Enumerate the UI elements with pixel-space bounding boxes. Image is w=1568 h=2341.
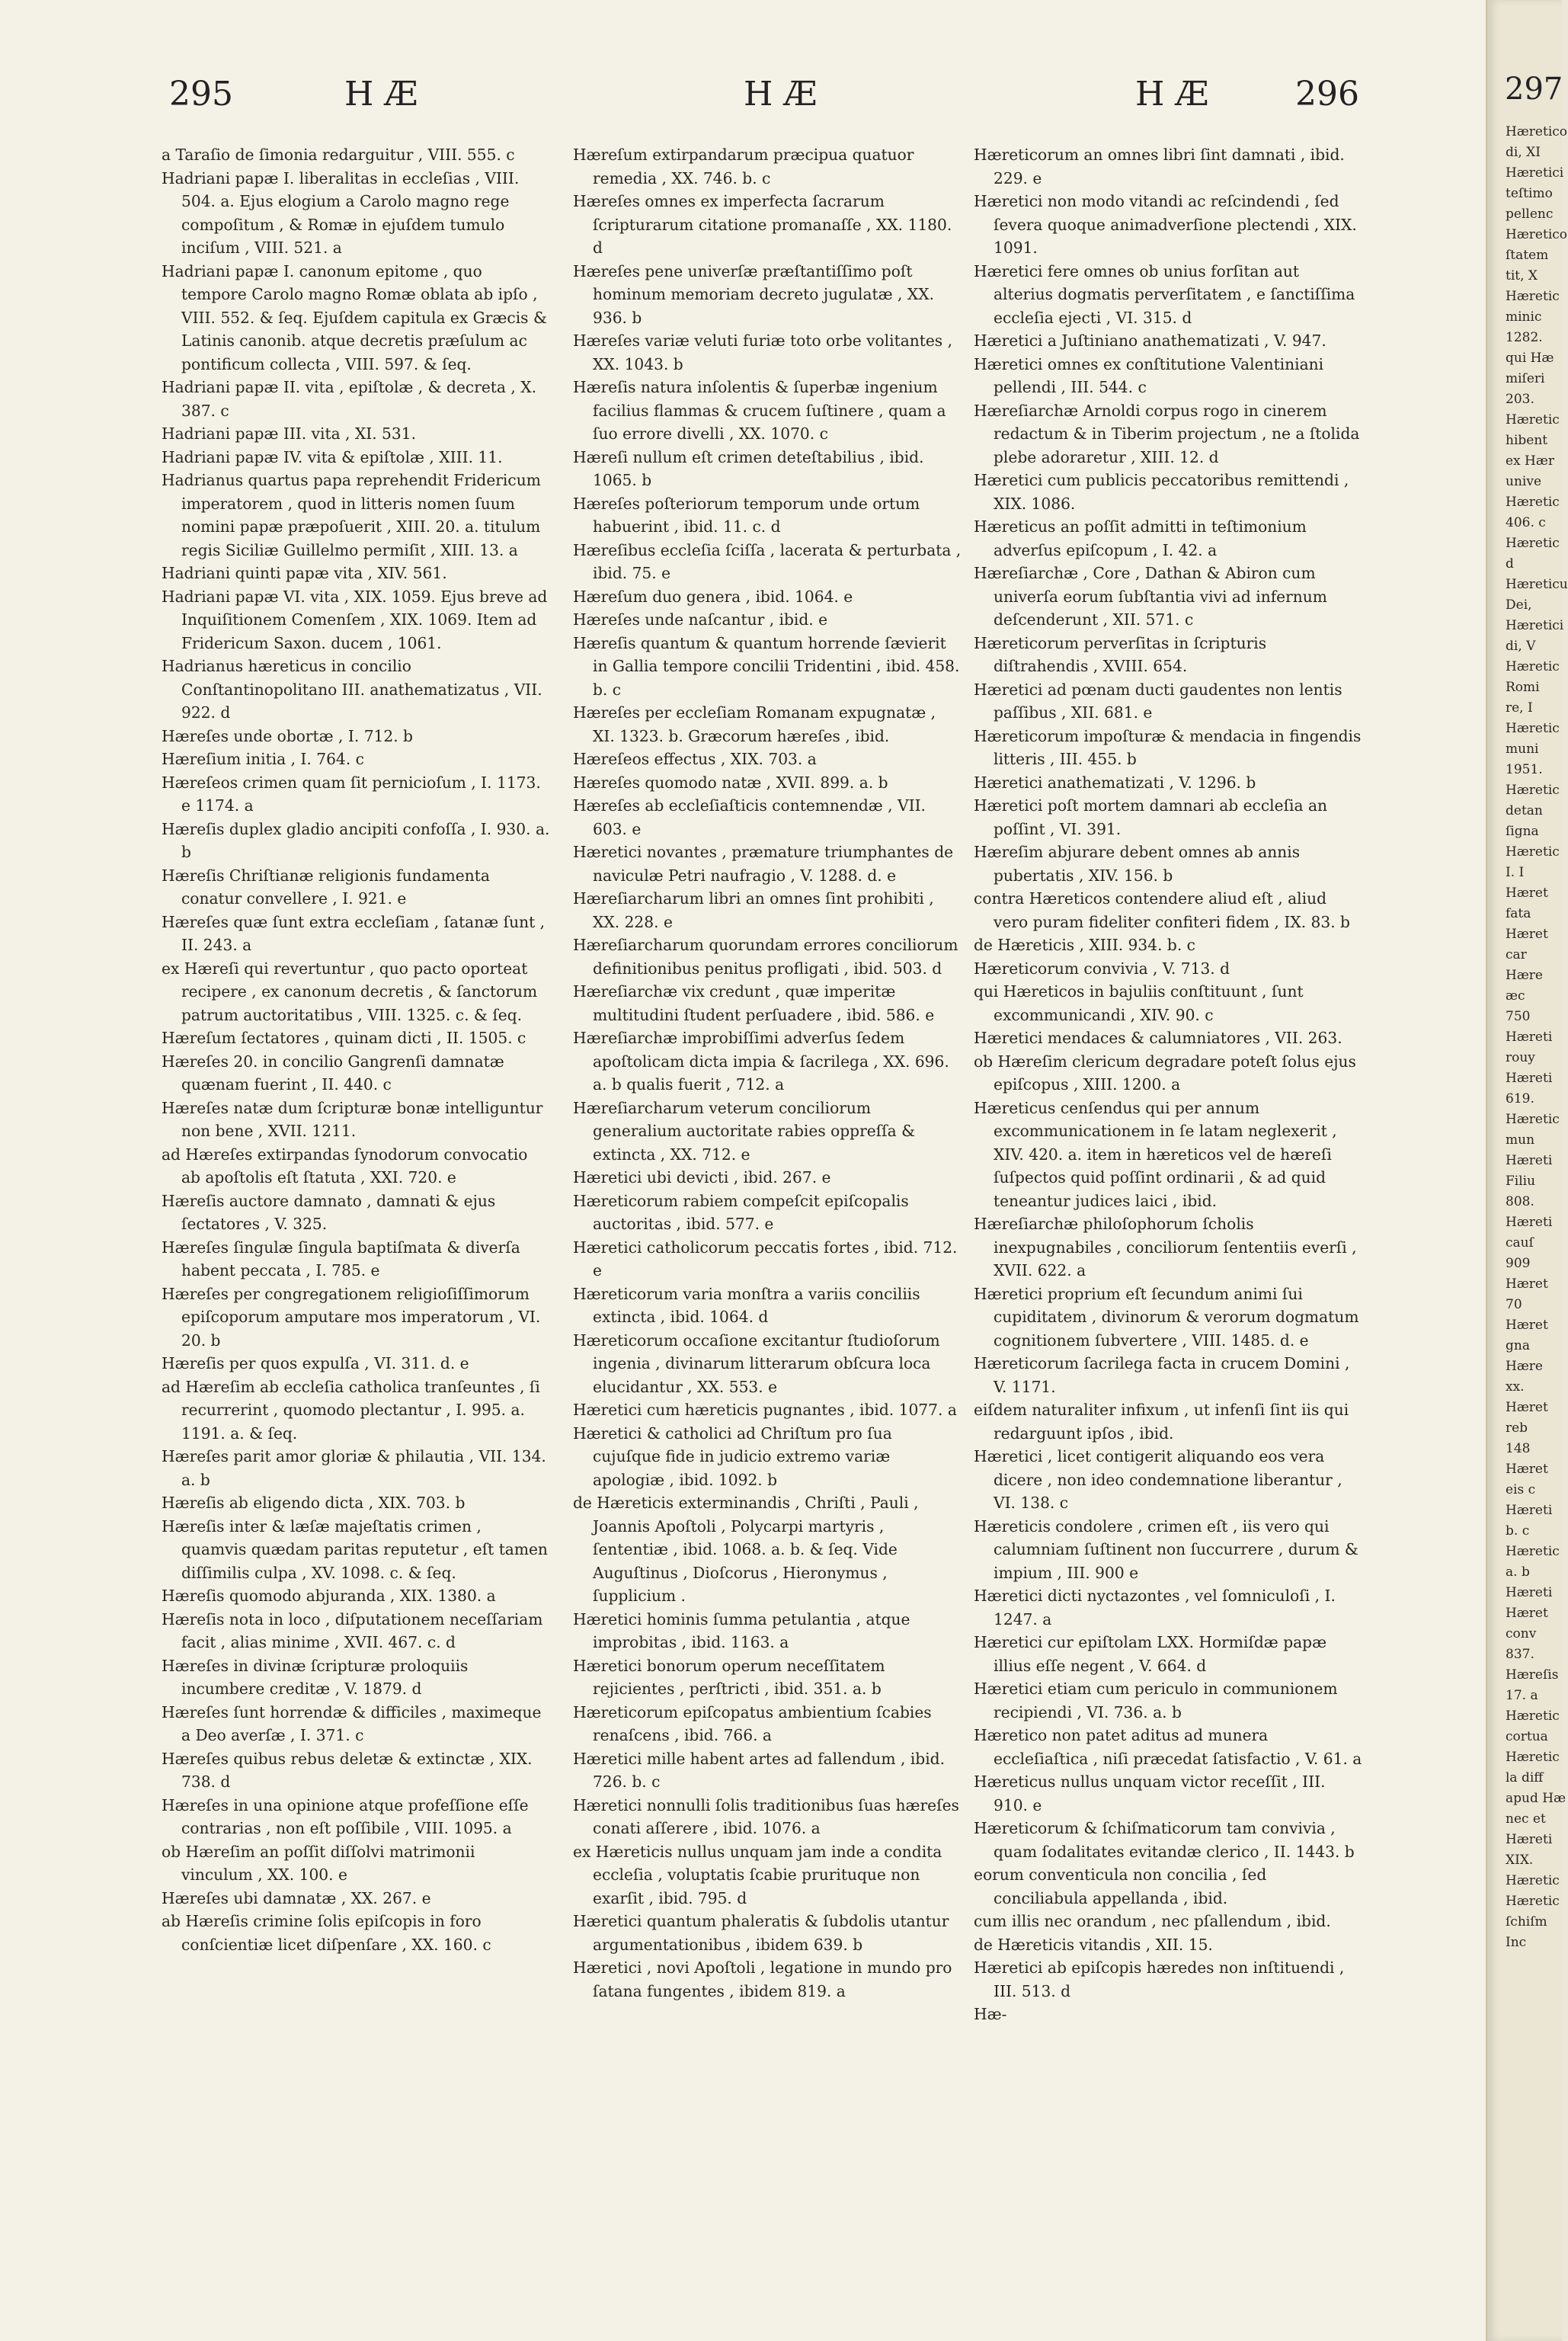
index-entry: Hæretici mendaces & calumniatores , VII. 263.	[974, 1029, 1342, 1047]
index-entry: Hæreſis quantum & quantum horrende ſævierit in Gallia tempore concilii Tridentini , ibid. 458. b. c	[573, 633, 960, 699]
next-page-fragment: æc	[1506, 988, 1525, 1004]
running-head-right: H Æ	[1135, 75, 1209, 114]
next-page-fragment: tit, X	[1506, 268, 1538, 283]
next-page-fragment: qui Hæ	[1506, 351, 1554, 366]
index-entry: Hæretici , licet contigerit aliquando eos vera dicere , non ideo condemnatione liberantur , VI. 138. c	[974, 1447, 1342, 1512]
index-column-3	[974, 143, 1362, 2026]
index-entry: Hæretici non modo vitandi ac reſcindendi , ſed ſevera quoque animadverſione plectendi , XIX. 1091.	[974, 192, 1357, 257]
index-entry: Hæretici & catholici ad Chriſtum pro ſua cujuſque fide in judicio extremo variæ apologiæ , ibid. 1092. b	[573, 1423, 892, 1489]
index-entry: Hadrianus quartus papa reprehendit Fridericum imperatorem , quod in litteris nomen ſuum nomini papæ præpoſuerit , XIII. 20. a. titulum regis Siciliæ Guillelmo permiſit , XIII. 13. a	[162, 471, 541, 559]
next-page-fragment: Hæreſis	[1506, 1667, 1559, 1683]
next-page-fragment: Hæretic	[1506, 783, 1560, 798]
index-entry: Hæretici mille habent artes ad fallendum , ibid. 726. b. c	[573, 1749, 945, 1791]
index-entry: Hæreſes variæ veluti furiæ toto orbe volitantes , XX. 1043. b	[573, 331, 952, 373]
index-entry: Hæretici bonorum operum neceſſitatem rejicientes , perſtricti , ibid. 351. a. b	[573, 1656, 885, 1698]
index-entry: de Hæreticis vitandis , XII. 15.	[974, 1935, 1213, 1954]
next-page-fragment: rouy	[1506, 1050, 1535, 1065]
index-entry: Hæretici catholicorum peccatis fortes , ibid. 712. e	[573, 1238, 958, 1279]
next-page-fragment: Hæretic	[1506, 536, 1560, 551]
index-entry: Hæreſes 20. in concilio Gangrenſi damnatæ quænam fuerint , II. 440. c	[162, 1052, 504, 1094]
next-page-fragment: Hæretic	[1506, 1873, 1560, 1888]
index-entry: Hæreſiarchæ improbiſſimi adverſus ſedem apoſtolicam dicta impia & ſacrilega , XX. 696. a. b qualis fuerit , 712. a	[573, 1029, 949, 1094]
index-entry: Hæreſis quomodo abjuranda , XIX. 1380. a	[162, 1587, 496, 1605]
index-entry: Hæreticorum epiſcopatus ambientium ſcabies renaſcens , ibid. 766. a	[573, 1702, 932, 1744]
next-page-fragment: ſtatem	[1506, 248, 1549, 263]
index-entry: Hæretico non patet aditus ad munera eccleſiaſtica , niſi præcedat ſatisfactio , V. 61. a	[974, 1726, 1362, 1768]
index-entry: Hæretici cum publicis peccatoribus remittendi , XIX. 1086.	[974, 471, 1349, 513]
index-entry: Hæreſis Chriſtianæ religionis fundamenta conatur convellere , I. 921. e	[162, 866, 490, 908]
next-page-fragment: re, I	[1506, 700, 1533, 716]
index-entry: Hæreſis nota in loco , diſputationem neceſſariam facit , alias minime , XVII. 467. c. d	[162, 1609, 543, 1651]
index-entry: Hæreticus nullus unquam victor receſſit , III. 910. e	[974, 1773, 1326, 1814]
index-entry: Hæreticorum convivia , V. 713. d	[974, 959, 1230, 978]
next-page-fragment: xx.	[1506, 1379, 1525, 1395]
next-page-fragment: Hæreti	[1506, 1215, 1553, 1230]
next-page-fragment: 70	[1506, 1297, 1522, 1312]
index-entry: Hæreſes ſunt horrendæ & difficiles , maximeque a Deo averſæ , I. 371. c	[162, 1702, 542, 1744]
index-entry: Hæreſis per quos expulſa , VI. 311. d. e	[162, 1354, 469, 1372]
index-entry: Hæreſiarcharum veterum conciliorum generalium auctoritate rabies oppreſſa & extincta , XX. 712. e	[573, 1098, 916, 1164]
index-entry: Hæreſes quibus rebus deletæ & extinctæ , XIX. 738. d	[162, 1749, 533, 1791]
next-page-fragment: conv	[1506, 1626, 1537, 1641]
next-page-fragment: 203.	[1506, 392, 1534, 407]
next-page-fragment: 619.	[1506, 1091, 1534, 1106]
index-entry: Hæreticus cenſendus qui per annum excommunicationem in ſe latam neglexerit , XIV. 420. a. item in hæreticos vel de hæreſi ſuſpectos quid poſſint ordinarii , & ad quid teneantur judices laici , ibid.	[974, 1098, 1337, 1210]
index-entry: ob Hæreſim an poſſit diſſolvi matrimonii vinculum , XX. 100. e	[162, 1842, 475, 1884]
index-entry: Hæreticus an poſſit admitti in teſtimonium adverſus epiſcopum , I. 42. a	[974, 517, 1307, 559]
index-entry: Hadriani quinti papæ vita , XIV. 561.	[162, 564, 447, 582]
index-entry: Hadriani papæ IV. vita & epiſtolæ , XIII. 11.	[162, 447, 503, 466]
next-page-fragment: Hære	[1506, 1359, 1543, 1374]
next-page-fragment: Hæret	[1506, 1606, 1548, 1621]
index-entry: Hæreſiarcharum libri an omnes ſint prohibiti , XX. 228. e	[573, 889, 934, 931]
next-page-fragment: Hæret	[1506, 1462, 1548, 1477]
next-page-fragment: Hæret	[1506, 1276, 1548, 1292]
next-page-fragment: Hæretic	[1506, 412, 1560, 428]
next-page-fragment: Hæretic	[1506, 1894, 1560, 1909]
index-entry: Hæretici hominis ſumma petulantia , atque improbitas , ibid. 1163. a	[573, 1609, 910, 1651]
next-page-fragment: Hæretico	[1506, 124, 1568, 139]
index-entry: Hæreſes in una opinione atque profeſſione eſſe contrarias , non eſt poſſibile , VIII. 1095. a	[162, 1795, 529, 1837]
next-page-fragment: mun	[1506, 1132, 1535, 1148]
next-page-fragment: b. c	[1506, 1523, 1530, 1539]
index-entry: Hæreſes natæ dum ſcripturæ bonæ intelliguntur non bene , XVII. 1211.	[162, 1098, 543, 1140]
index-entry: Hæreſes pene univerſæ præſtantiſſimo poſt hominum memoriam decreto jugulatæ , XX. 936. b	[573, 261, 935, 327]
index-entry: Hæretici , novi Apoſtoli , legatione in mundo pro ſatana fungentes , ibidem 819. a	[573, 1958, 952, 2000]
next-page-fragment: ex Hær	[1506, 453, 1554, 469]
index-entry: Hæretici cum hæreticis pugnantes , ibid. 1077. a	[573, 1401, 957, 1419]
next-page-fragment: Hæretic	[1506, 721, 1560, 736]
index-entry: de Hæreticis , XIII. 934. b. c	[974, 936, 1195, 954]
next-page-fragment: 1951.	[1506, 762, 1543, 777]
next-page-fragment: eis c	[1506, 1482, 1536, 1497]
index-entry: Hæreſum ſectatores , quinam dicti , II. 1505. c	[162, 1029, 526, 1047]
next-page-fragment: minic	[1506, 309, 1542, 325]
next-page-fragment: Hæret	[1506, 1400, 1548, 1415]
next-page-fragment: unive	[1506, 474, 1541, 489]
next-page-fragment: 1282.	[1506, 330, 1543, 345]
next-page-fragment: gna	[1506, 1338, 1530, 1353]
next-page-fragment: di, V	[1506, 639, 1536, 654]
index-entry: Hæreſi nullum eſt crimen deteſtabilius , ibid. 1065. b	[573, 447, 924, 489]
next-page-fragment: 837.	[1506, 1647, 1534, 1662]
next-page-fragment: detan	[1506, 803, 1543, 818]
index-entry: Hæreſeos crimen quam ſit pernicioſum , I. 1173. e 1174. a	[162, 773, 541, 815]
index-entry: Hæreſes quæ ſunt extra eccleſiam , ſatanæ ſunt , II. 243. a	[162, 912, 546, 954]
index-entry: Hæreſeos effectus , XIX. 703. a	[573, 750, 817, 768]
index-entry: ex Hæreſi qui revertuntur , quo pacto oporteat recipere , ex canonum decretis , & ſanctorum patrum auctoritatibus , VIII. 1325. c. & ſeq.	[162, 959, 538, 1024]
index-entry: Hæreſes in divinæ ſcripturæ proloquiis incumbere creditæ , V. 1879. d	[162, 1656, 469, 1698]
index-entry: Hæreſis auctore damnato , damnati & ejus ſectatores , V. 325.	[162, 1191, 496, 1233]
index-entry: Hæretici fere omnes ob unius forſitan aut alterius dogmatis perverſitatem , e ſanctiſſima eccleſia ejecti , VI. 315. d	[974, 261, 1355, 327]
index-entry: Hæretici poſt mortem damnari ab eccleſia an poſſint , VI. 391.	[974, 796, 1327, 838]
index-entry: Hæreſes quomodo natæ , XVII. 899. a. b	[573, 773, 888, 792]
index-entry: Hæreticis condolere , crimen eſt , iis vero qui calumniam ſuſtinent non ſuccurrere , durum & impium , III. 900 e	[974, 1516, 1358, 1582]
next-page-fragment: di, XI	[1506, 145, 1541, 160]
page-number-left: 295	[169, 75, 233, 114]
index-entry: Hæreſum duo genera , ibid. 1064. e	[573, 587, 853, 606]
index-column-2	[573, 143, 962, 2003]
index-entry: Hæretici etiam cum periculo in communionem recipiendi , VI. 736. a. b	[974, 1680, 1338, 1721]
running-head-left: H Æ	[344, 75, 418, 114]
next-page-number: 297	[1505, 72, 1563, 107]
next-page-fragment: Hæretic	[1506, 1112, 1560, 1127]
index-entry: Hæreticorum impoſturæ & mendacia in fingendis litteris , III. 455. b	[974, 726, 1362, 768]
index-entry: Hæretici omnes ex conſtitutione Valentiniani pellendi , III. 544. c	[974, 354, 1324, 396]
index-entry: Hæreſiarchæ Arnoldi corpus rogo in cinerem redactum & in Tiberim projectum , ne a ſtolida plebe adoraretur , XIII. 12. d	[974, 401, 1360, 466]
next-page-fragment: d	[1506, 556, 1514, 572]
index-entry: qui Hæreticos in bajuliis conſtituunt , ſunt excommunicandi , XIV. 90. c	[974, 982, 1304, 1024]
next-page-fragment: Hæretic	[1506, 1750, 1560, 1765]
index-entry: Hæreſim abjurare debent omnes ab annis pubertatis , XIV. 156. b	[974, 843, 1301, 885]
next-page-fragment: Hæretic	[1506, 1709, 1560, 1724]
index-entry: Hadriani papæ I. liberalitas in eccleſias , VIII. 504. a. Ejus elogium a Carolo magno rege compoſitum , & Romæ in ejuſdem tumulo inciſum , VIII. 521. a	[162, 168, 520, 257]
next-page-fragment: Hæretic	[1506, 844, 1560, 860]
next-page-fragment: Hæreti	[1506, 1030, 1553, 1045]
index-entry: Hæreſis inter & læſæ majeſtatis crimen , quamvis quædam paritas reputetur , eſt tamen diſſimilis culpa , XV. 1098. c. & ſeq.	[162, 1516, 548, 1582]
index-entry: de Hæreticis exterminandis , Chriſti , Pauli , Joannis Apoſtoli , Polycarpi martyris , ſententiæ , ibid. 1068. a. b. & ſeq. Vide Auguſtinus , Dioſcorus , Hieronymus , ſupplicium .	[573, 1494, 919, 1605]
index-entry: cum illis nec orandum , nec pſallendum , ibid.	[974, 1912, 1331, 1930]
index-entry: Hæreſiarchæ vix credunt , quæ imperitæ multitudini ſtudent perſuadere , ibid. 586. e	[573, 982, 935, 1024]
index-entry: a Taraſio de ſimonia redarguitur , VIII. 555. c	[162, 146, 515, 164]
next-page-fragment: cauſ	[1506, 1235, 1534, 1251]
index-entry: eiſdem naturaliter infixum , ut infenſi ſint iis qui redarguunt ipſos , ibid.	[974, 1401, 1349, 1443]
index-entry: Hæreticorum rabiem compeſcit epiſcopalis auctoritas , ibid. 577. e	[573, 1191, 909, 1233]
next-page-fragment: Hæreti	[1506, 1071, 1553, 1086]
next-page-fragment: Inc	[1506, 1935, 1527, 1950]
next-page-fragment: Hæreti	[1506, 1503, 1553, 1518]
index-entry: Hæreſibus eccleſia ſciſſa , lacerata & perturbata , ibid. 75. e	[573, 540, 962, 582]
index-entry: Hæretici quantum phaleratis & ſubdolis utantur argumentationibus , ibidem 639. b	[573, 1912, 949, 1954]
index-entry: Hæreſis natura inſolentis & ſuperbæ ingenium facilius flammas & crucem ſuſtinere , quam a ſuo errore divelli , XX. 1070. c	[573, 378, 946, 443]
index-entry: Hæreſes parit amor gloriæ & philautia , VII. 134. a. b	[162, 1447, 546, 1489]
next-page-fragment: pellenc	[1506, 207, 1554, 222]
index-entry: Hæreſes per eccleſiam Romanam expugnatæ , XI. 1323. b. Græcorum hæreſes , ibid.	[573, 703, 936, 745]
next-page-fragment: la diff	[1506, 1770, 1544, 1785]
index-column-1	[162, 143, 550, 1956]
index-entry: Hæreticorum occaſione excitantur ſtudioſorum ingenia , divinarum litterarum obſcura loca elucidantur , XX. 553. e	[573, 1331, 940, 1396]
index-entry: Hæreſis duplex gladio ancipiti confoſſa , I. 930. a. b	[162, 819, 550, 861]
next-page-fragment: Hæreti	[1506, 1585, 1553, 1600]
next-page-fragment: apud Hæ	[1506, 1791, 1566, 1806]
next-page-fragment: Hæreti	[1506, 1832, 1553, 1847]
index-entry: Hæreſiarchæ philoſophorum ſcholis inexpugnabiles , conciliorum ſententiis everſi , XVII. 622. a	[974, 1215, 1357, 1279]
next-page-fragment: a. b	[1506, 1564, 1530, 1580]
next-page-fragment: Romi	[1506, 680, 1540, 695]
index-entry: Hæretici cur epiſtolam LXX. Hormiſdæ papæ illius eſſe negent , V. 664. d	[974, 1633, 1327, 1675]
next-page-fragment: Hæret	[1506, 885, 1548, 901]
next-page-fragment: teſtimo	[1506, 186, 1553, 201]
running-head-center: H Æ	[744, 75, 818, 114]
index-entry: Hæreſes omnes ex imperfecta ſacrarum ſcripturarum citatione promanaſſe , XX. 1180. d	[573, 192, 952, 257]
next-page-fragment: Filiu	[1506, 1174, 1536, 1189]
next-page-fragment: muni	[1506, 741, 1539, 757]
index-entry: Hæretici dicti nyctazontes , vel ſomniculoſi , I. 1247. a	[974, 1587, 1336, 1628]
index-entry: Hæ-	[974, 2005, 1007, 2023]
index-entry: Hæreſium initia , I. 764. c	[162, 750, 364, 768]
index-entry: ob Hæreſim clericum degradare poteſt ſolus ejus epiſcopus , XIII. 1200. a	[974, 1052, 1356, 1094]
index-entry: Hæreſis ab eligendo dicta , XIX. 703. b	[162, 1494, 466, 1512]
next-page-fragment: fata	[1506, 906, 1531, 921]
next-page-fragment: Hæretic	[1506, 495, 1560, 510]
index-entry: Hæreſes poſteriorum temporum unde ortum habuerint , ibid. 11. c. d	[573, 494, 920, 536]
next-page-fragment: Hæretic	[1506, 289, 1560, 304]
next-page-fragment: car	[1506, 947, 1527, 962]
index-entry: Hæretici ab epiſcopis hæredes non inſtituendi , III. 513. d	[974, 1958, 1345, 2000]
index-entry: Hæreticorum & ſchiſmaticorum tam convivia , quam ſodalitates evitandæ clerico , II. 1443. b	[974, 1819, 1355, 1861]
next-page-fragment: Hæret	[1506, 927, 1548, 942]
index-entry: ex Hæreticis nullus unquam jam inde a condita eccleſia , voluptatis ſcabie prurituque non exarſit , ibid. 795. d	[573, 1842, 942, 1907]
index-entry: Hæreticorum ſacrilega facta in crucem Domini , V. 1171.	[974, 1354, 1350, 1396]
next-page-fragment: miſeri	[1506, 371, 1545, 386]
next-page-fragment: ſigna	[1506, 824, 1539, 839]
index-entry: Hæretici nonnulli ſolis traditionibus ſuas hæreſes conati aſſerere , ibid. 1076. a	[573, 1795, 959, 1837]
next-page-fragment: 406. c	[1506, 515, 1546, 530]
index-entry: Hæretici ad pœnam ducti gaudentes non lentis paſſibus , XII. 681. e	[974, 680, 1342, 722]
next-page-fragment: nec et	[1506, 1811, 1546, 1827]
index-entry: ad Hæreſim ab eccleſia catholica tranſeuntes , ſi recurrerint , quomodo plectantur , I. 995. a. 1191. a. & ſeq.	[162, 1377, 540, 1443]
index-entry: eorum conventicula non concilia , ſed conciliabula appellanda , ibid.	[974, 1865, 1267, 1907]
index-entry: Hæreſum extirpandarum præcipua quatuor remedia , XX. 746. b. c	[573, 146, 914, 187]
next-page-fragment: XIX.	[1506, 1853, 1534, 1868]
index-entry: Hæreſes per congregationem religioſiſſimorum epiſcoporum amputare mos imperatorum , VI. 20. b	[162, 1284, 541, 1350]
index-entry: Hæretici proprium eſt ſecundum animi ſui cupiditatem , divinorum & verorum dogmatum cognitionem ſubvertere , VIII. 1485. d. e	[974, 1284, 1359, 1350]
next-page-fragment: 17. a	[1506, 1688, 1538, 1703]
index-entry: Hæreticorum perverſitas in ſcripturis diſtrahendis , XVIII. 654.	[974, 633, 1267, 675]
next-page-fragment: Hæretic	[1506, 1544, 1560, 1559]
index-entry: contra Hæreticos contendere aliud eſt , aliud vero puram fideliter confiteri fidem , IX. 83. b	[974, 889, 1350, 931]
next-page-fragment: reb	[1506, 1420, 1528, 1436]
next-page-fragment: Hæretico	[1506, 227, 1568, 242]
index-entry: Hadriani papæ III. vita , XI. 531.	[162, 424, 417, 443]
next-page-fragment: Hære	[1506, 968, 1543, 983]
next-page-fragment: 808.	[1506, 1194, 1534, 1209]
index-entry: Hæreſes unde obortæ , I. 712. b	[162, 726, 413, 745]
index-entry: Hæretici ubi devicti , ibid. 267. e	[573, 1168, 831, 1187]
next-page-fragment: Hæret	[1506, 1318, 1548, 1333]
index-entry: Hæreſes ab eccleſiaſticis contemnendæ , VII. 603. e	[573, 796, 926, 838]
index-entry: Hadrianus hæreticus in concilio Conſtantinopolitano III. anathematizatus , VII. 922. d	[162, 657, 542, 722]
next-page-fragments	[1506, 122, 1568, 1953]
index-entry: Hæreticorum an omnes libri ſint damnati , ibid. 229. e	[974, 146, 1345, 187]
index-entry: Hæretici novantes , præmature triumphantes de naviculæ Petri naufragio , V. 1288. d. e	[573, 843, 954, 885]
next-page-fragment: Dei,	[1506, 597, 1532, 613]
index-entry: Hadriani papæ II. vita , epiſtolæ , & decreta , X. 387. c	[162, 378, 536, 420]
next-page-fragment: 909	[1506, 1256, 1531, 1271]
index-entry: Hæretici anathematizati , V. 1296. b	[974, 773, 1256, 792]
next-page-fragment: I. I	[1506, 865, 1525, 880]
index-entry: Hæreſes unde naſcantur , ibid. e	[573, 610, 828, 629]
next-page-fragment: Hæretici	[1506, 165, 1564, 181]
index-entry: Hæreſes ubi damnatæ , XX. 267. e	[162, 1888, 431, 1907]
index-entry: Hæreſiarcharum quorundam errores conciliorum definitionibus penitus profligati , ibid. 503. d	[573, 936, 958, 978]
next-page-fragment: Hæretic	[1506, 659, 1560, 674]
page-number-right: 296	[1295, 75, 1359, 114]
index-entry: Hæreticorum varia monſtra a variis conciliis extincta , ibid. 1064. d	[573, 1284, 920, 1326]
index-entry: ad Hæreſes extirpandas ſynodorum convocatio ab apoſtolis eſt ſtatuta , XXI. 720. e	[162, 1145, 528, 1187]
next-page-fragment: Hæreti	[1506, 1153, 1553, 1168]
next-page-fragment: cortua	[1506, 1729, 1548, 1744]
index-entry: Hæreſes ſingulæ ſingula baptiſmata & diverſa habent peccata , I. 785. e	[162, 1238, 520, 1279]
next-page-fragment: 148	[1506, 1441, 1531, 1456]
index-entry: Hæretici a Juſtiniano anathematizati , V. 947.	[974, 331, 1326, 350]
next-page-fragment: hibent	[1506, 433, 1548, 448]
next-page-fragment: Hæreticu	[1506, 577, 1568, 592]
next-page-fragment: Hæretici	[1506, 618, 1564, 633]
index-entry: Hadriani papæ I. canonum epitome , quo tempore Carolo magno Romæ oblata ab ipſo , VIII. 552. & ſeq. Ejuſdem capitula ex Græcis & Latinis canonib. atque decretis præſulum ac pontificum collecta , VIII. 597. & ſeq.	[162, 261, 547, 373]
next-page-fragment: ſchiſm	[1506, 1914, 1547, 1929]
index-entry: ab Hæreſis crimine ſolis epiſcopis in foro conſcientiæ licet diſpenſare , XX. 160. c	[162, 1912, 491, 1954]
index-entry: Hæreſiarchæ , Core , Dathan & Abiron cum univerſa eorum ſubſtantia vivi ad infernum deſcenderunt , XII. 571. c	[974, 564, 1327, 629]
index-entry: Hadriani papæ VI. vita , XIX. 1059. Ejus breve ad Inquiſitionem Comenſem , XIX. 1069. Item ad Fridericum Saxon. ducem , 1061.	[162, 587, 548, 652]
next-page-fragment: 750	[1506, 1009, 1531, 1024]
